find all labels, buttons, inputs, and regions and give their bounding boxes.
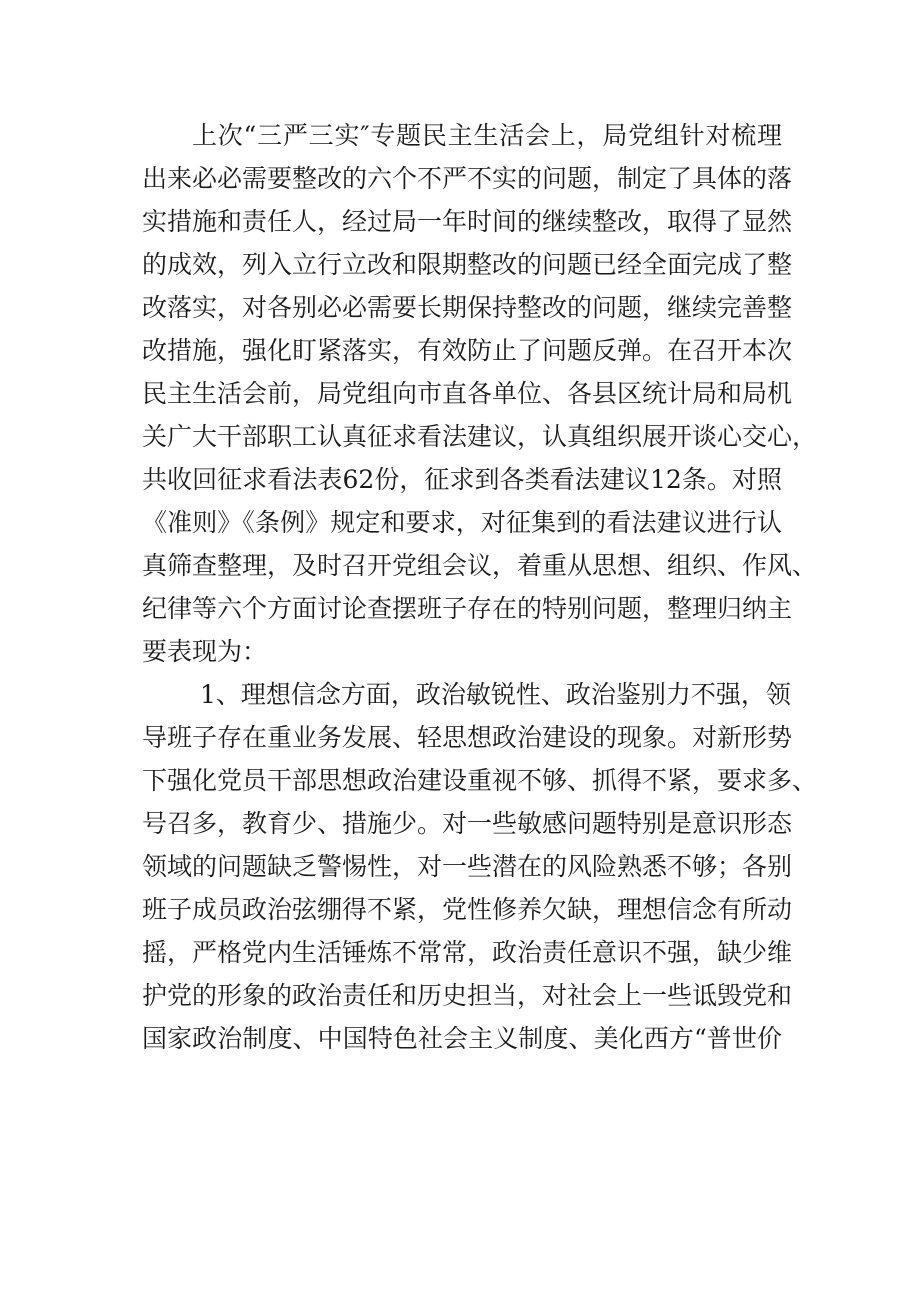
paragraph-2-line-3: 下强化党员干部思想政治建设重视不够、抓得不紧，要求多、 [142,766,818,795]
paragraph-1-line-4: 的成效，列入立行立改和限期整改的问题已经全面完成了整 [142,250,793,279]
paragraph-1-line-1: 上次“三严三实″专题民主生活会上，局党组针对梳理 [192,121,782,150]
paragraph-1-line-5: 改落实，对各别必必需要长期保持整改的问题，继续完善整 [142,293,793,322]
paragraph-2-line-4: 号召多，教育少、措施少。对一些敏感问题特别是意识形态 [142,809,793,838]
paragraph-1-line-7: 民主生活会前，局党组向市直各单位、各县区统计局和局机 [142,379,793,408]
paragraph-1-line-6: 改措施，强化盯紧落实，有效防止了问题反弹。在召开本次 [142,336,793,365]
paragraph-2-line-5: 领域的问题缺乏警惕性，对一些潜在的风险熟悉不够；各别 [142,852,793,881]
paragraph-1-line-3: 实措施和责任人，经过局一年时间的继续整改，取得了显然 [142,207,793,236]
paragraph-2-line-2: 导班子存在重业务发展、轻思想政治建设的现象。对新形势 [142,723,793,752]
paragraph-1-line-13: 要表现为： [142,637,268,666]
paragraph-2-line-6: 班子成员政治弦绷得不紧，党性修养欠缺，理想信念有所动 [142,895,793,924]
paragraph-2-line-8: 护党的形象的政治责任和历史担当，对社会上一些诋毁党和 [142,981,793,1010]
paragraph-2-line-7: 摇，严格党内生活锤炼不常常，政治责任意识不强，缺少维 [142,938,793,967]
paragraph-2-line-9: 国家政治制度、中国特色社会主义制度、美化西方“普世价 [142,1024,782,1053]
paragraph-1-line-10: 《准则》《条例》规定和要求，对征集到的看法建议进行认 [142,508,782,537]
paragraph-1-line-12: 纪律等六个方面讨论查摆班子存在的特别问题，整理归纳主 [142,594,793,623]
paragraph-1-line-11: 真筛查整理，及时召开党组会议，着重从思想、组织、作风、 [142,551,818,580]
paragraph-1-line-9: 共收回征求看法表62份，征求到各类看法建议12条。对照 [142,465,782,494]
paragraph-1-line-2: 出来必必需要整改的六个不严不实的问题，制定了具体的落 [142,164,793,193]
paragraph-2-line-1: 1、理想信念方面，政治敏锐性、政治鉴别力不强，领 [200,680,791,709]
paragraph-1-line-8: 关广大干部职工认真征求看法建议，认真组织展开谈心交心， [142,422,818,451]
